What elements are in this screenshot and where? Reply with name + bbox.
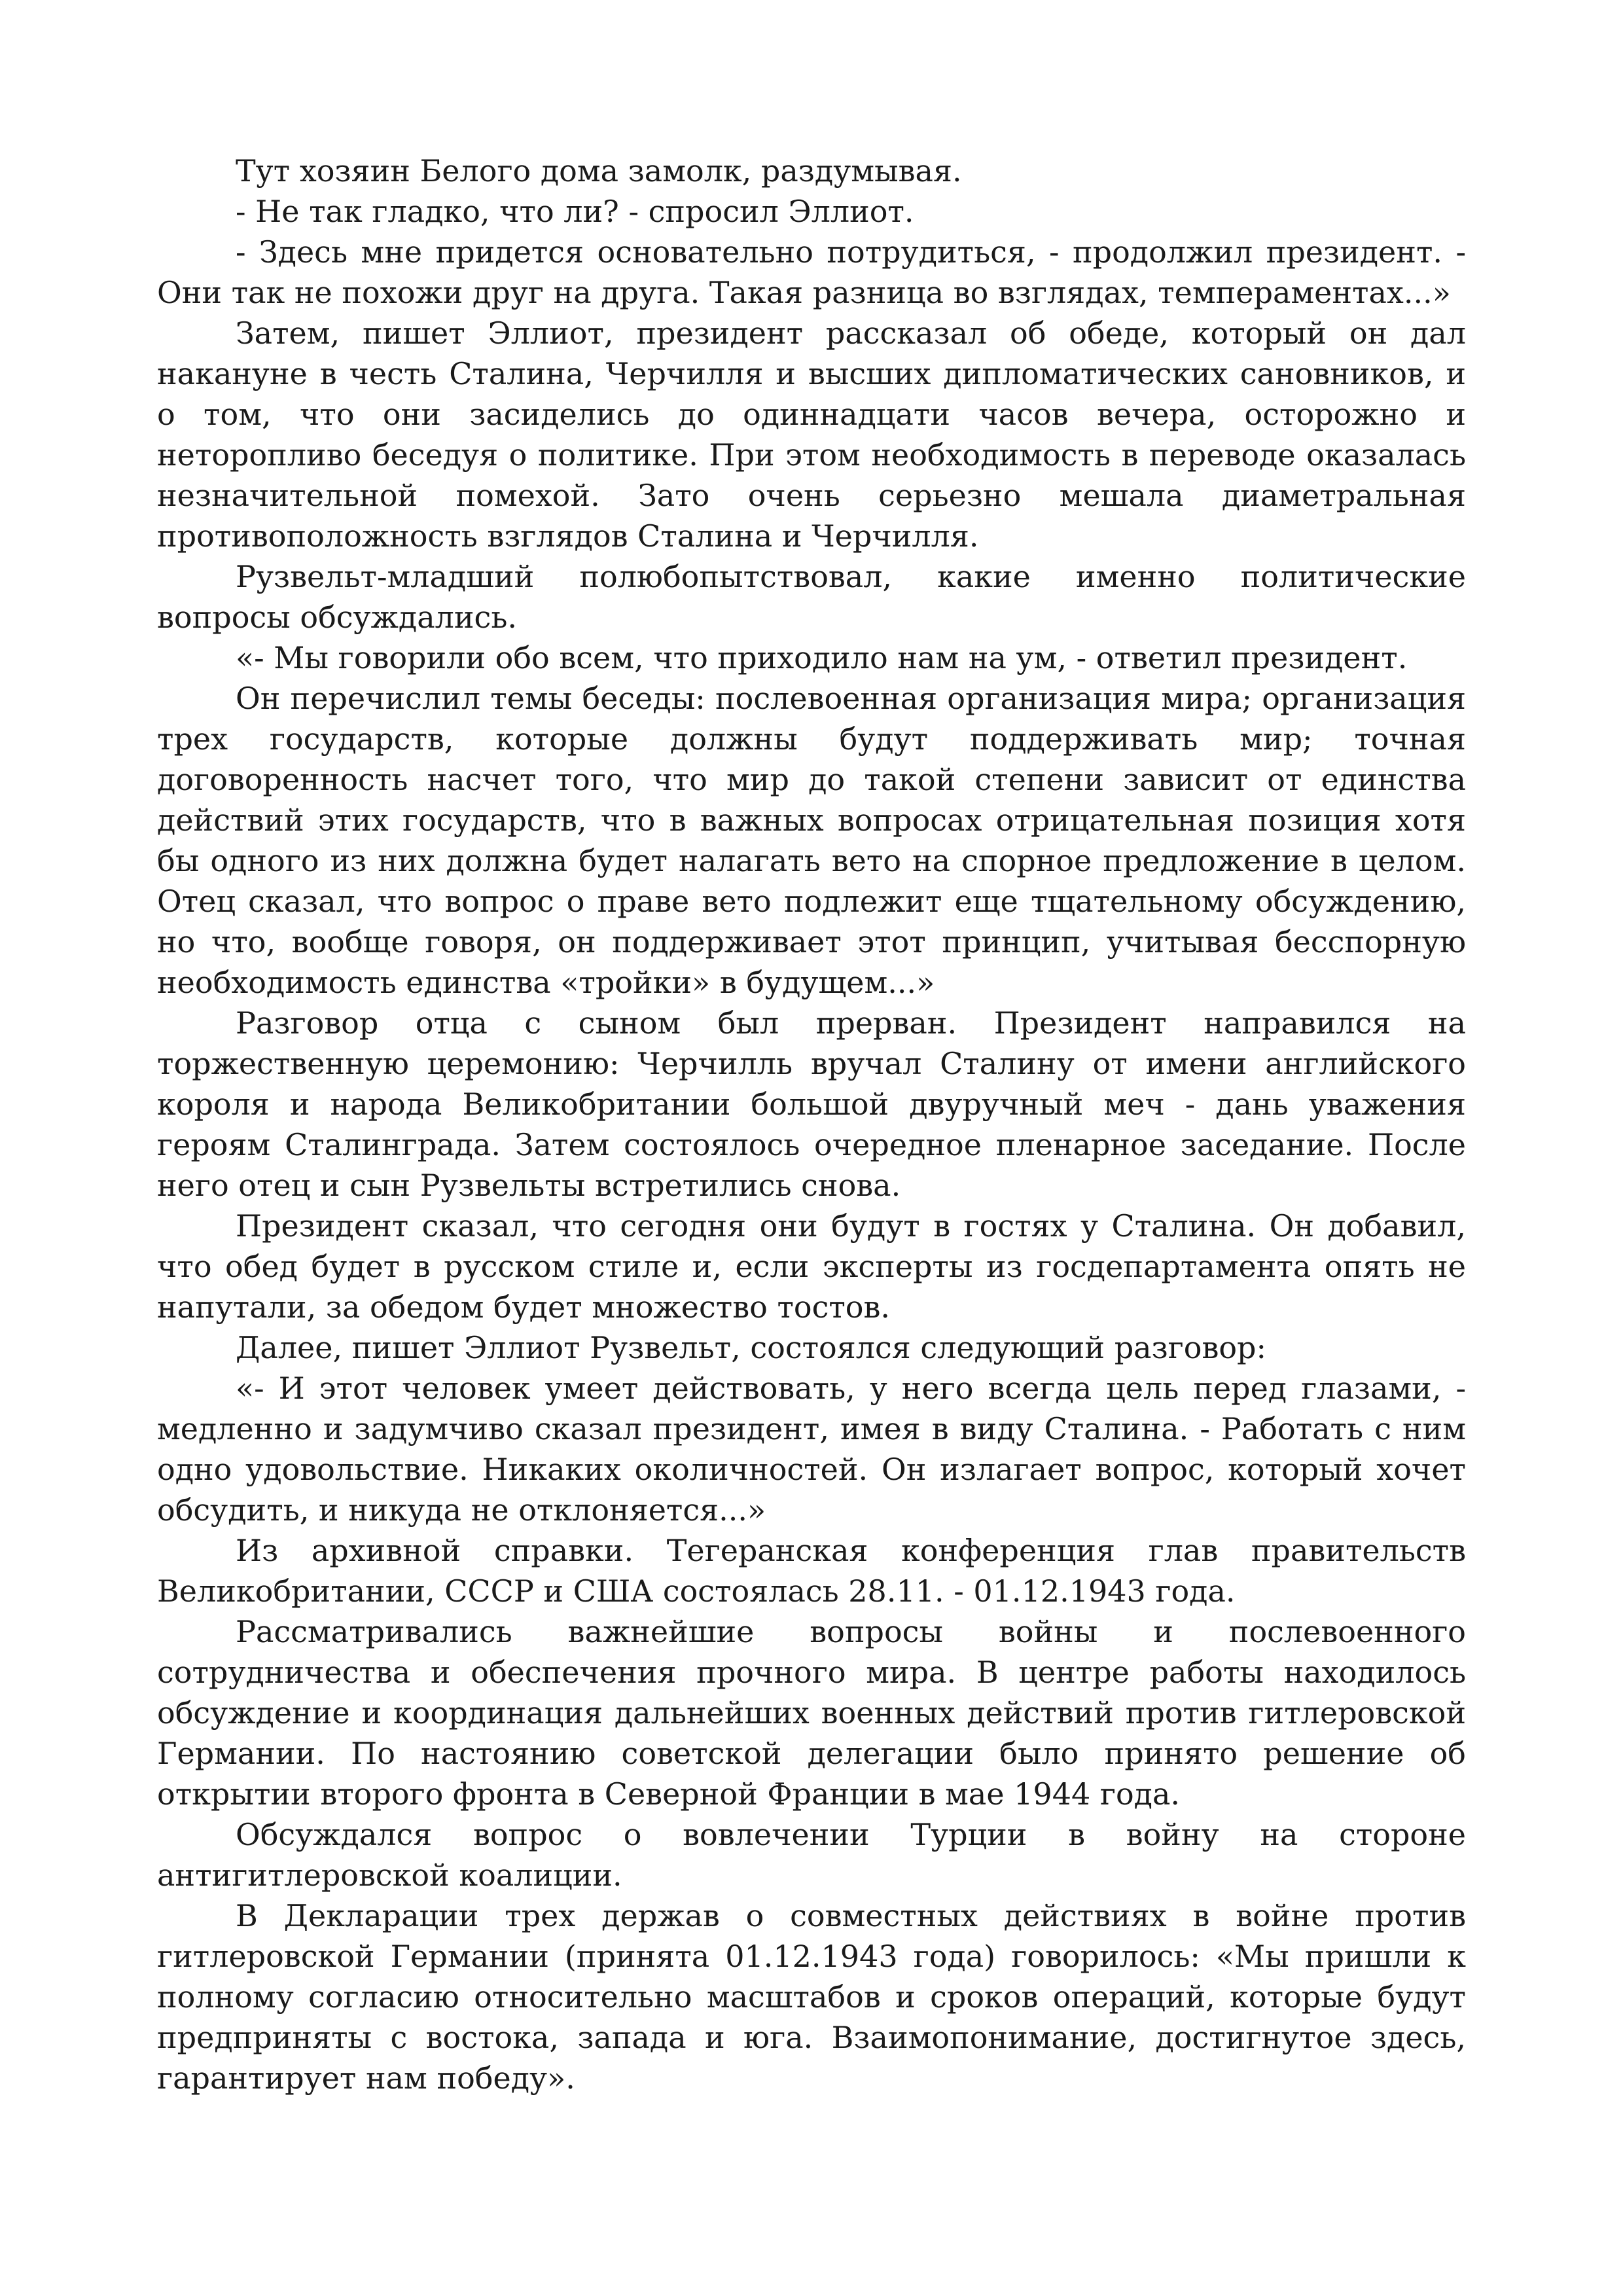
paragraph: Из архивной справки. Тегеранская конференция глав правительств Великобритании, СССР и США состоялась 28.11. - 01.12.1943 года. <box>157 1533 1466 1609</box>
paragraph: - Здесь мне придется основательно потрудиться, - продолжил президент. - Они так не похожи друг на друга. Такая разница во взглядах, темпераментах...» <box>157 234 1466 310</box>
document-page <box>157 151 1466 2098</box>
paragraph: Тут хозяин Белого дома замолк, раздумывая. <box>236 153 962 188</box>
paragraph: «- Мы говорили обо всем, что приходило нам на ум, - ответил президент. <box>236 640 1408 675</box>
paragraph: Затем, пишет Эллиот, президент рассказал об обеде, который он дал накануне в честь Сталина, Черчилля и высших дипломатических сановников, и о том, что они засиделись до одиннадцати часов вечера, осторожно и неторопливо беседуя о политике. При этом необходимость в переводе оказалась незначительной помехой. Зато очень серьезно мешала диаметральная противоположность взглядов Сталина и Черчилля. <box>157 315 1466 554</box>
paragraph: Обсуждался вопрос о вовлечении Турции в войну на стороне антигитлеровской коалиции. <box>157 1817 1466 1893</box>
paragraph: - Не так гладко, что ли? - спросил Эллиот. <box>236 194 914 229</box>
paragraph: Рассматривались важнейшие вопросы войны и послевоенного сотрудничества и обеспечения прочного мира. В центре работы находилось обсуждение и координация дальнейших военных действий против гитлеровской Германии. По настоянию советской делегации было принято решение об открытии второго фронта в Северной Франции в мае 1944 года. <box>157 1614 1466 1812</box>
paragraph: Рузвельт-младший полюбопытствовал, какие именно политические вопросы обсуждались. <box>157 559 1466 635</box>
paragraph: В Декларации трех держав о совместных действиях в войне против гитлеровской Германии (принята 01.12.1943 года) говорилось: «Мы пришли к полному согласию относительно масштабов и сроков операций, которые будут предприняты с востока, запада и юга. Взаимопонимание, достигнутое здесь, гарантирует нам победу». <box>157 1898 1466 2096</box>
paragraph: Он перечислил темы беседы: послевоенная организация мира; организация трех государств, которые должны будут поддерживать мир; точная договоренность насчет того, что мир до такой степени зависит от единства действий этих государств, что в важных вопросах отрицательная позиция хотя бы одного из них должна будет налагать вето на спорное предложение в целом. Отец сказал, что вопрос о праве вето подлежит еще тщательному обсуждению, но что, вообще говоря, он поддерживает этот принцип, учитывая бесспорную необходимость единства «тройки» в будущем...» <box>157 681 1466 1000</box>
paragraph: Разговор отца с сыном был прерван. Президент направился на торжественную церемонию: Черчилль вручал Сталину от имени английского короля и народа Великобритании большой двуручный меч - дань уважения героям Сталинграда. Затем состоялось очередное пленарное заседание. После него отец и сын Рузвельты встретились снова. <box>157 1005 1466 1203</box>
paragraph: Президент сказал, что сегодня они будут в гостях у Сталина. Он добавил, что обед будет в русском стиле и, если эксперты из госдепартамента опять не напутали, за обедом будет множество тостов. <box>157 1208 1466 1325</box>
paragraph: Далее, пишет Эллиот Рузвельт, состоялся следующий разговор: <box>236 1330 1267 1365</box>
paragraph: «- И этот человек умеет действовать, у него всегда цель перед глазами, - медленно и задумчиво сказал президент, имея в виду Сталина. - Работать с ним одно удовольствие. Никаких околичностей. Он излагает вопрос, который хочет обсудить, и никуда не отклоняется...» <box>157 1371 1466 1528</box>
